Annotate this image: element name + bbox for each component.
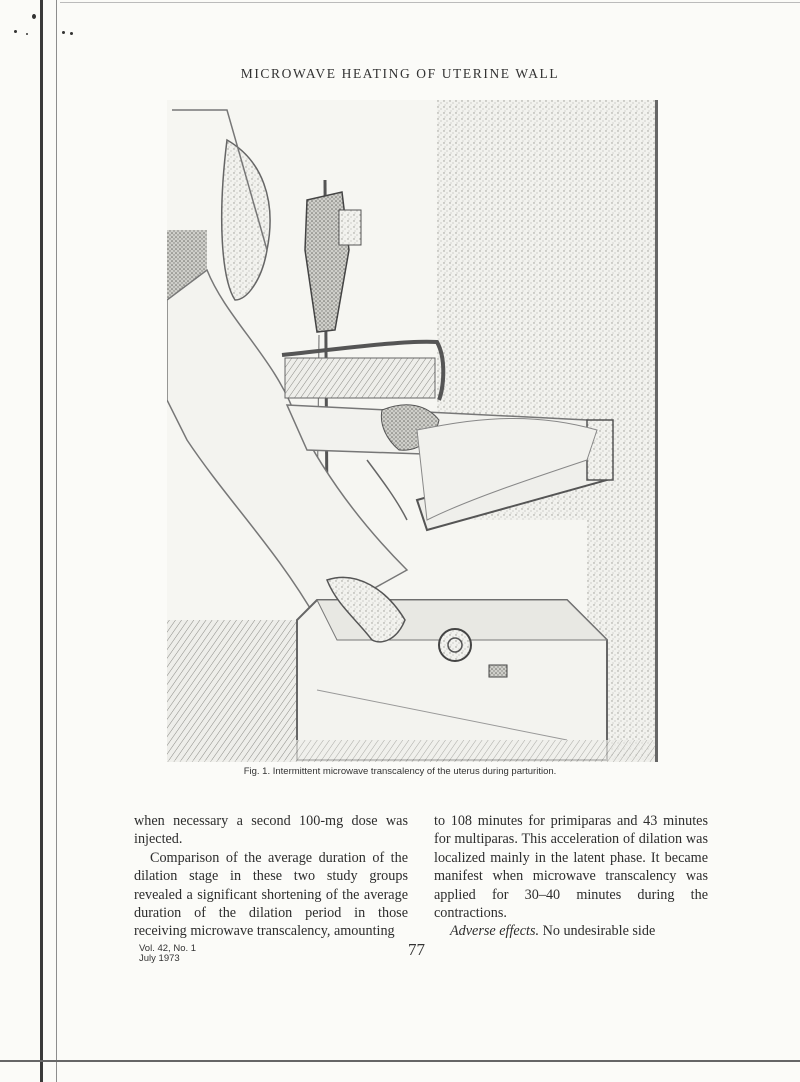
issue-date: July 1973: [139, 953, 180, 964]
page-binding-shadow: [56, 0, 57, 1082]
text-column-left: [134, 812, 408, 941]
paragraph-adverse-effects: [434, 922, 708, 940]
journal-volume-info: [139, 944, 196, 964]
paragraph-text: No undesirable side: [539, 923, 656, 940]
scan-speck: [26, 33, 28, 35]
paragraph: Comparison of the average duration of the dilation stage in these two study groups revealed a significant shortening of the average duration of the dilation period in those receiving microwave transcalency, amounting: [134, 849, 408, 940]
scan-speck: [32, 14, 36, 19]
figure-caption: Fig. 1. Intermittent microwave transcalency of the uterus during parturition.: [243, 766, 557, 777]
volume-issue: Vol. 42, No. 1: [139, 943, 197, 954]
scan-speck: [14, 30, 17, 33]
page-number: 77: [408, 940, 425, 959]
scan-speck: [62, 31, 65, 34]
photo-illustration: [167, 100, 655, 762]
paragraph: when necessary a second 100-mg dose was injected.: [134, 813, 408, 848]
scan-speck: [70, 32, 73, 35]
page-binding-edge: [40, 0, 43, 1082]
running-head: MICROWAVE HEATING OF UTERINE WALL: [240, 66, 560, 81]
top-edge-rule: [60, 2, 800, 3]
microwave-apparatus: [297, 600, 607, 760]
section-heading-adverse-effects: Adverse effects.: [450, 923, 540, 940]
paragraph: to 108 minutes for primiparas and 43 minutes for multiparas. This acceleration of dilation was localized mainly in the latent phase. It became manifest when microwave transcalency was applied for 30–40 minutes during the contractions.: [434, 813, 708, 922]
figure-photo: [167, 100, 658, 762]
text-column-right: [434, 812, 708, 941]
bottom-edge-rule: [0, 1060, 800, 1062]
